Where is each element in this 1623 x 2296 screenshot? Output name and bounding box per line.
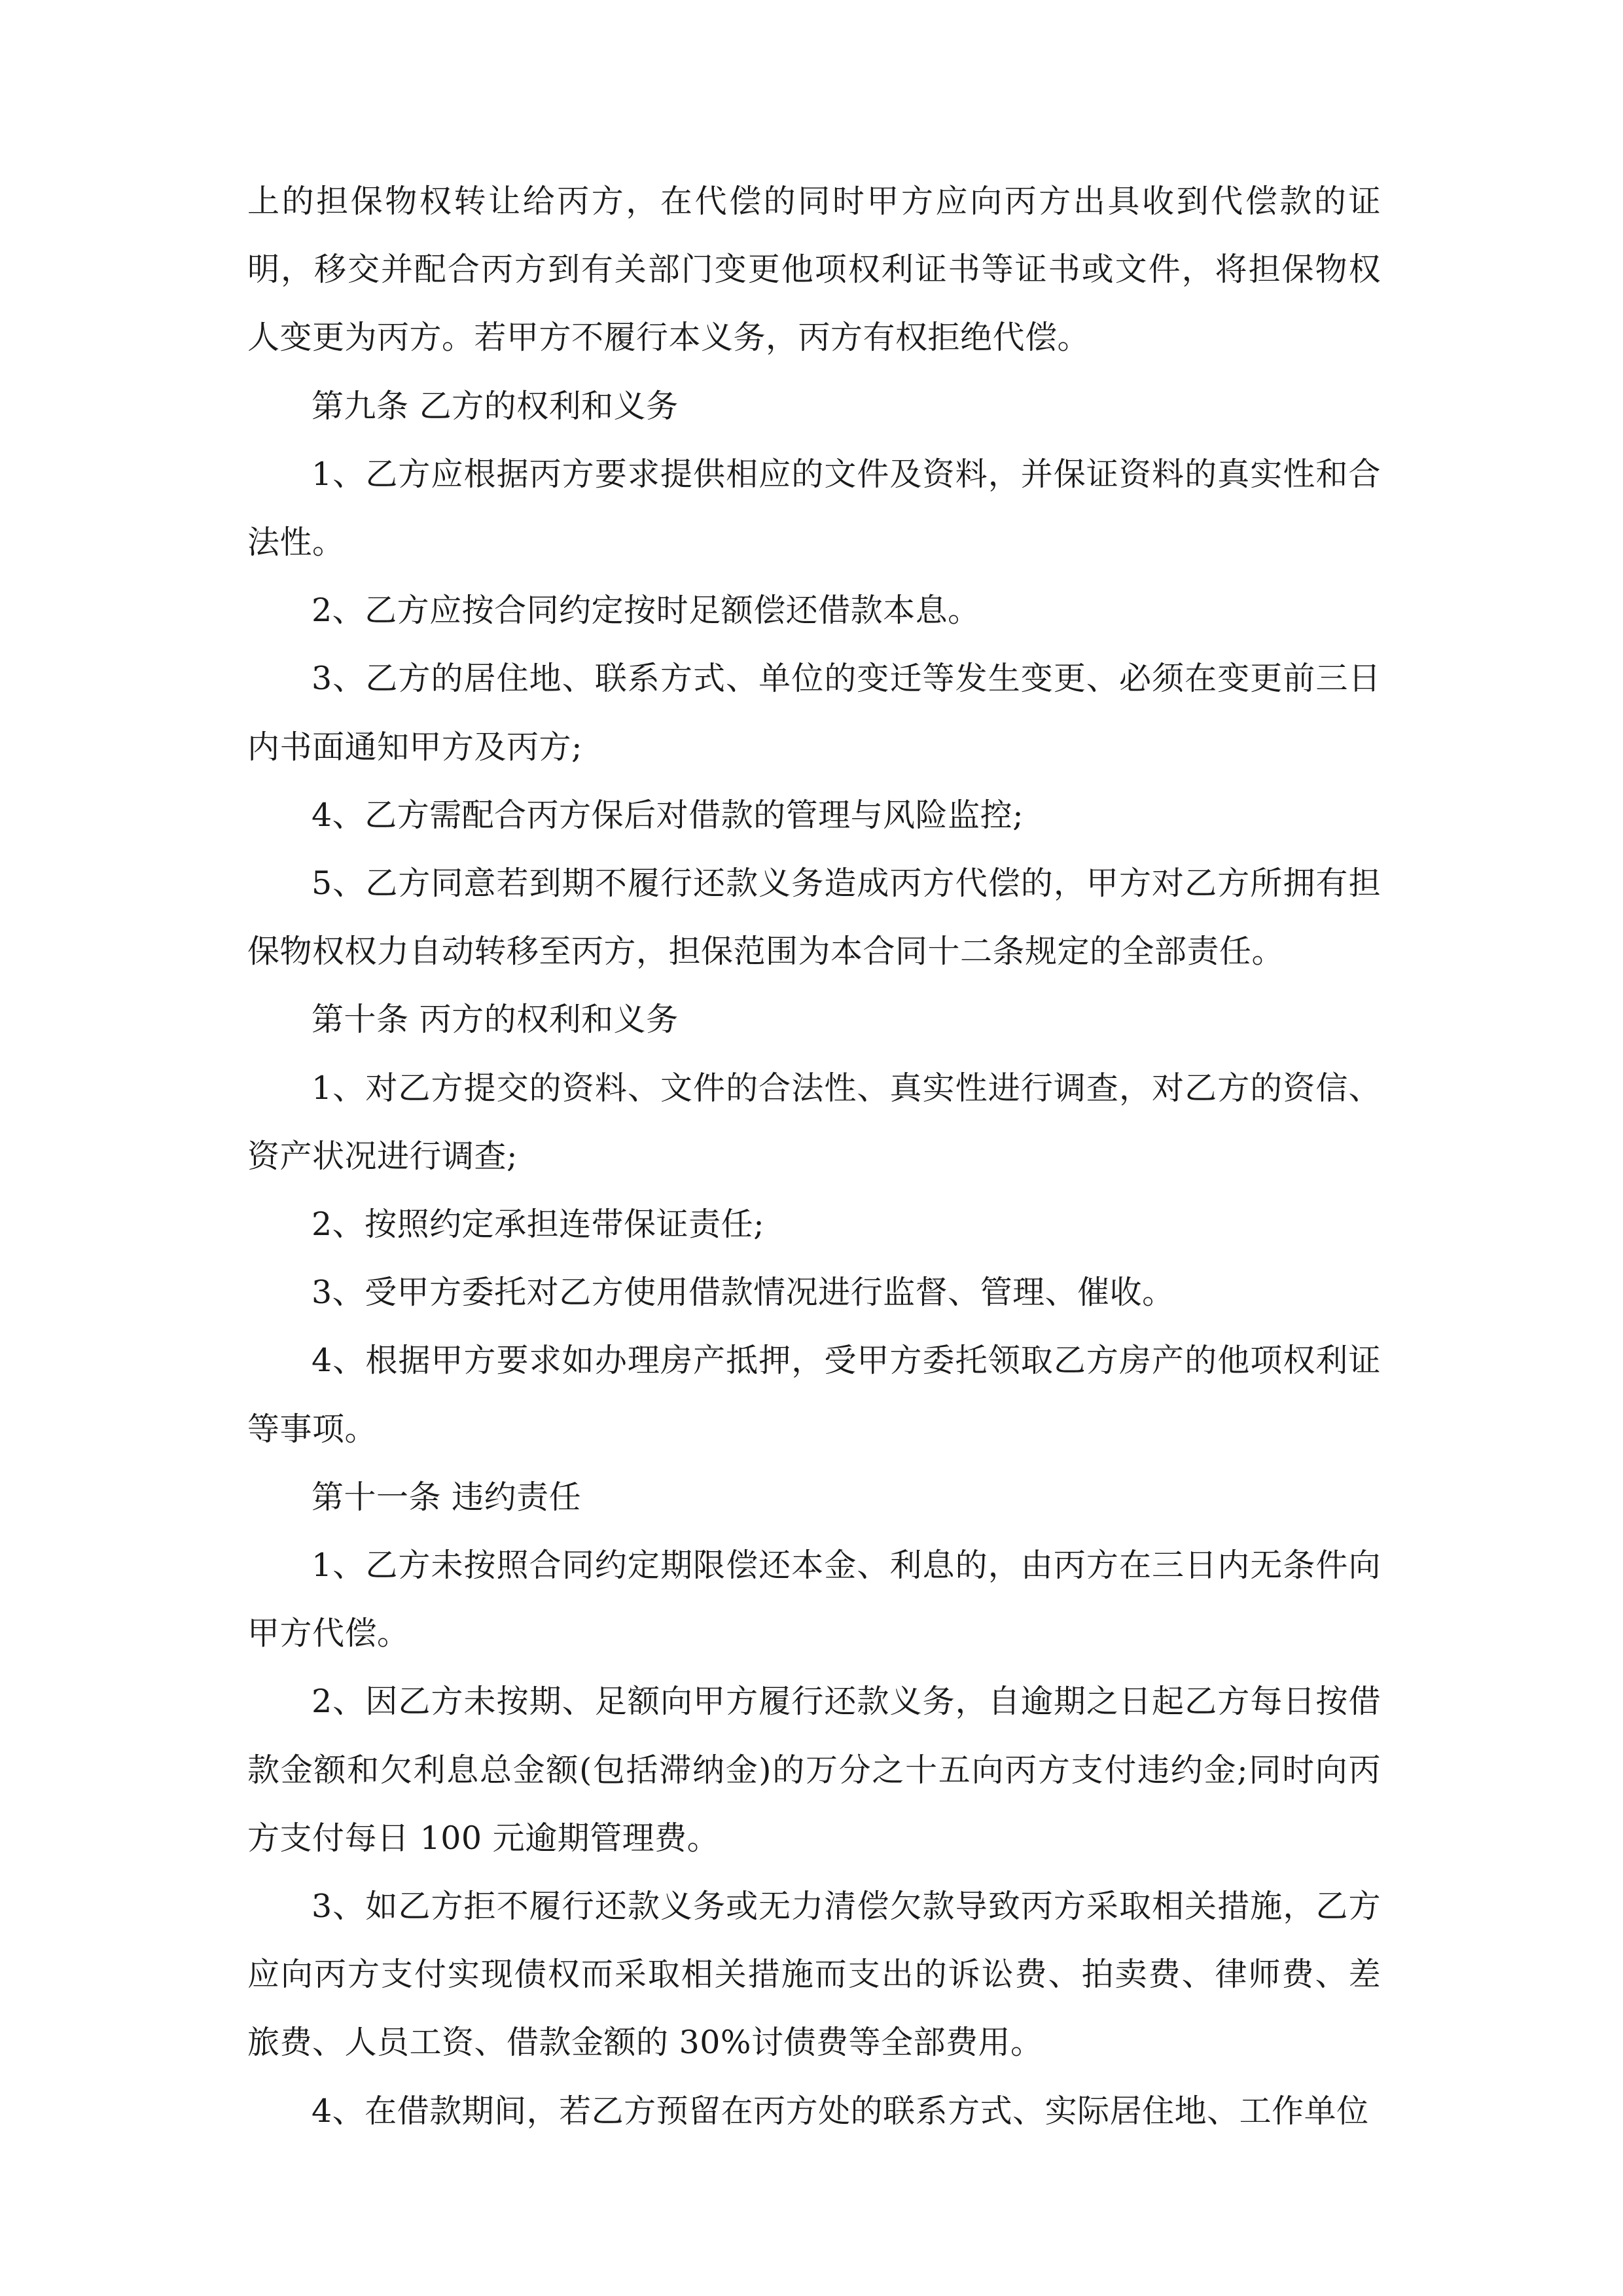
paragraph: 5、乙方同意若到期不履行还款义务造成丙方代偿的，甲方对乙方所拥有担保物权权力自动转移至丙方，担保范围为本合同十二条规定的全部责任。 (247, 865, 1381, 971)
paragraph: 1、乙方应根据丙方要求提供相应的文件及资料，并保证资料的真实性和合法性。 (247, 455, 1381, 562)
paragraph: 4、在借款期间，若乙方预留在丙方处的联系方式、实际居住地、工作单位 (312, 2092, 1369, 2130)
paragraph: 4、根据甲方要求如办理房产抵押，受甲方委托领取乙方房产的他项权利证等事项。 (247, 1342, 1381, 1448)
paragraph: 4、乙方需配合丙方保后对借款的管理与风险监控; (312, 796, 1024, 834)
paragraph: 3、受甲方委托对乙方使用借款情况进行监督、管理、催收。 (312, 1274, 1175, 1312)
paragraph: 1、对乙方提交的资料、文件的合法性、真实性进行调查，对乙方的资信、资产状况进行调查; (247, 1069, 1381, 1175)
paragraph: 3、如乙方拒不履行还款义务或无力清偿欠款导致丙方采取相关措施，乙方应向丙方支付实现债权而采取相关措施而支出的诉讼费、拍卖费、律师费、差旅费、人员工资、借款金额的 30%讨债费等全部费用。 (247, 1888, 1381, 2062)
paragraph: 上的担保物权转让给丙方，在代偿的同时甲方应向丙方出具收到代偿款的证明，移交并配合丙方到有关部门变更他项权利证书等证书或文件，将担保物权人变更为丙方。若甲方不履行本义务，丙方有权拒绝代偿。 (247, 183, 1381, 357)
document-body (247, 168, 1381, 2145)
section-heading: 第九条 乙方的权利和义务 (312, 387, 679, 425)
paragraph: 1、乙方未按照合同约定期限偿还本金、利息的，由丙方在三日内无条件向甲方代偿。 (247, 1547, 1381, 1653)
paragraph: 2、因乙方未按期、足额向甲方履行还款义务，自逾期之日起乙方每日按借款金额和欠利息总金额(包括滞纳金)的万分之十五向丙方支付违约金;同时向丙方支付每日 100 元逾期管理费。 (247, 1683, 1381, 1857)
section-heading: 第十一条 违约责任 (312, 1478, 582, 1516)
paragraph: 2、乙方应按合同约定按时足额偿还借款本息。 (312, 592, 980, 630)
paragraph: 3、乙方的居住地、联系方式、单位的变迁等发生变更、必须在变更前三日内书面通知甲方及丙方; (247, 660, 1381, 766)
section-heading: 第十条 丙方的权利和义务 (312, 1001, 679, 1039)
paragraph: 2、按照约定承担连带保证责任; (312, 1206, 765, 1244)
